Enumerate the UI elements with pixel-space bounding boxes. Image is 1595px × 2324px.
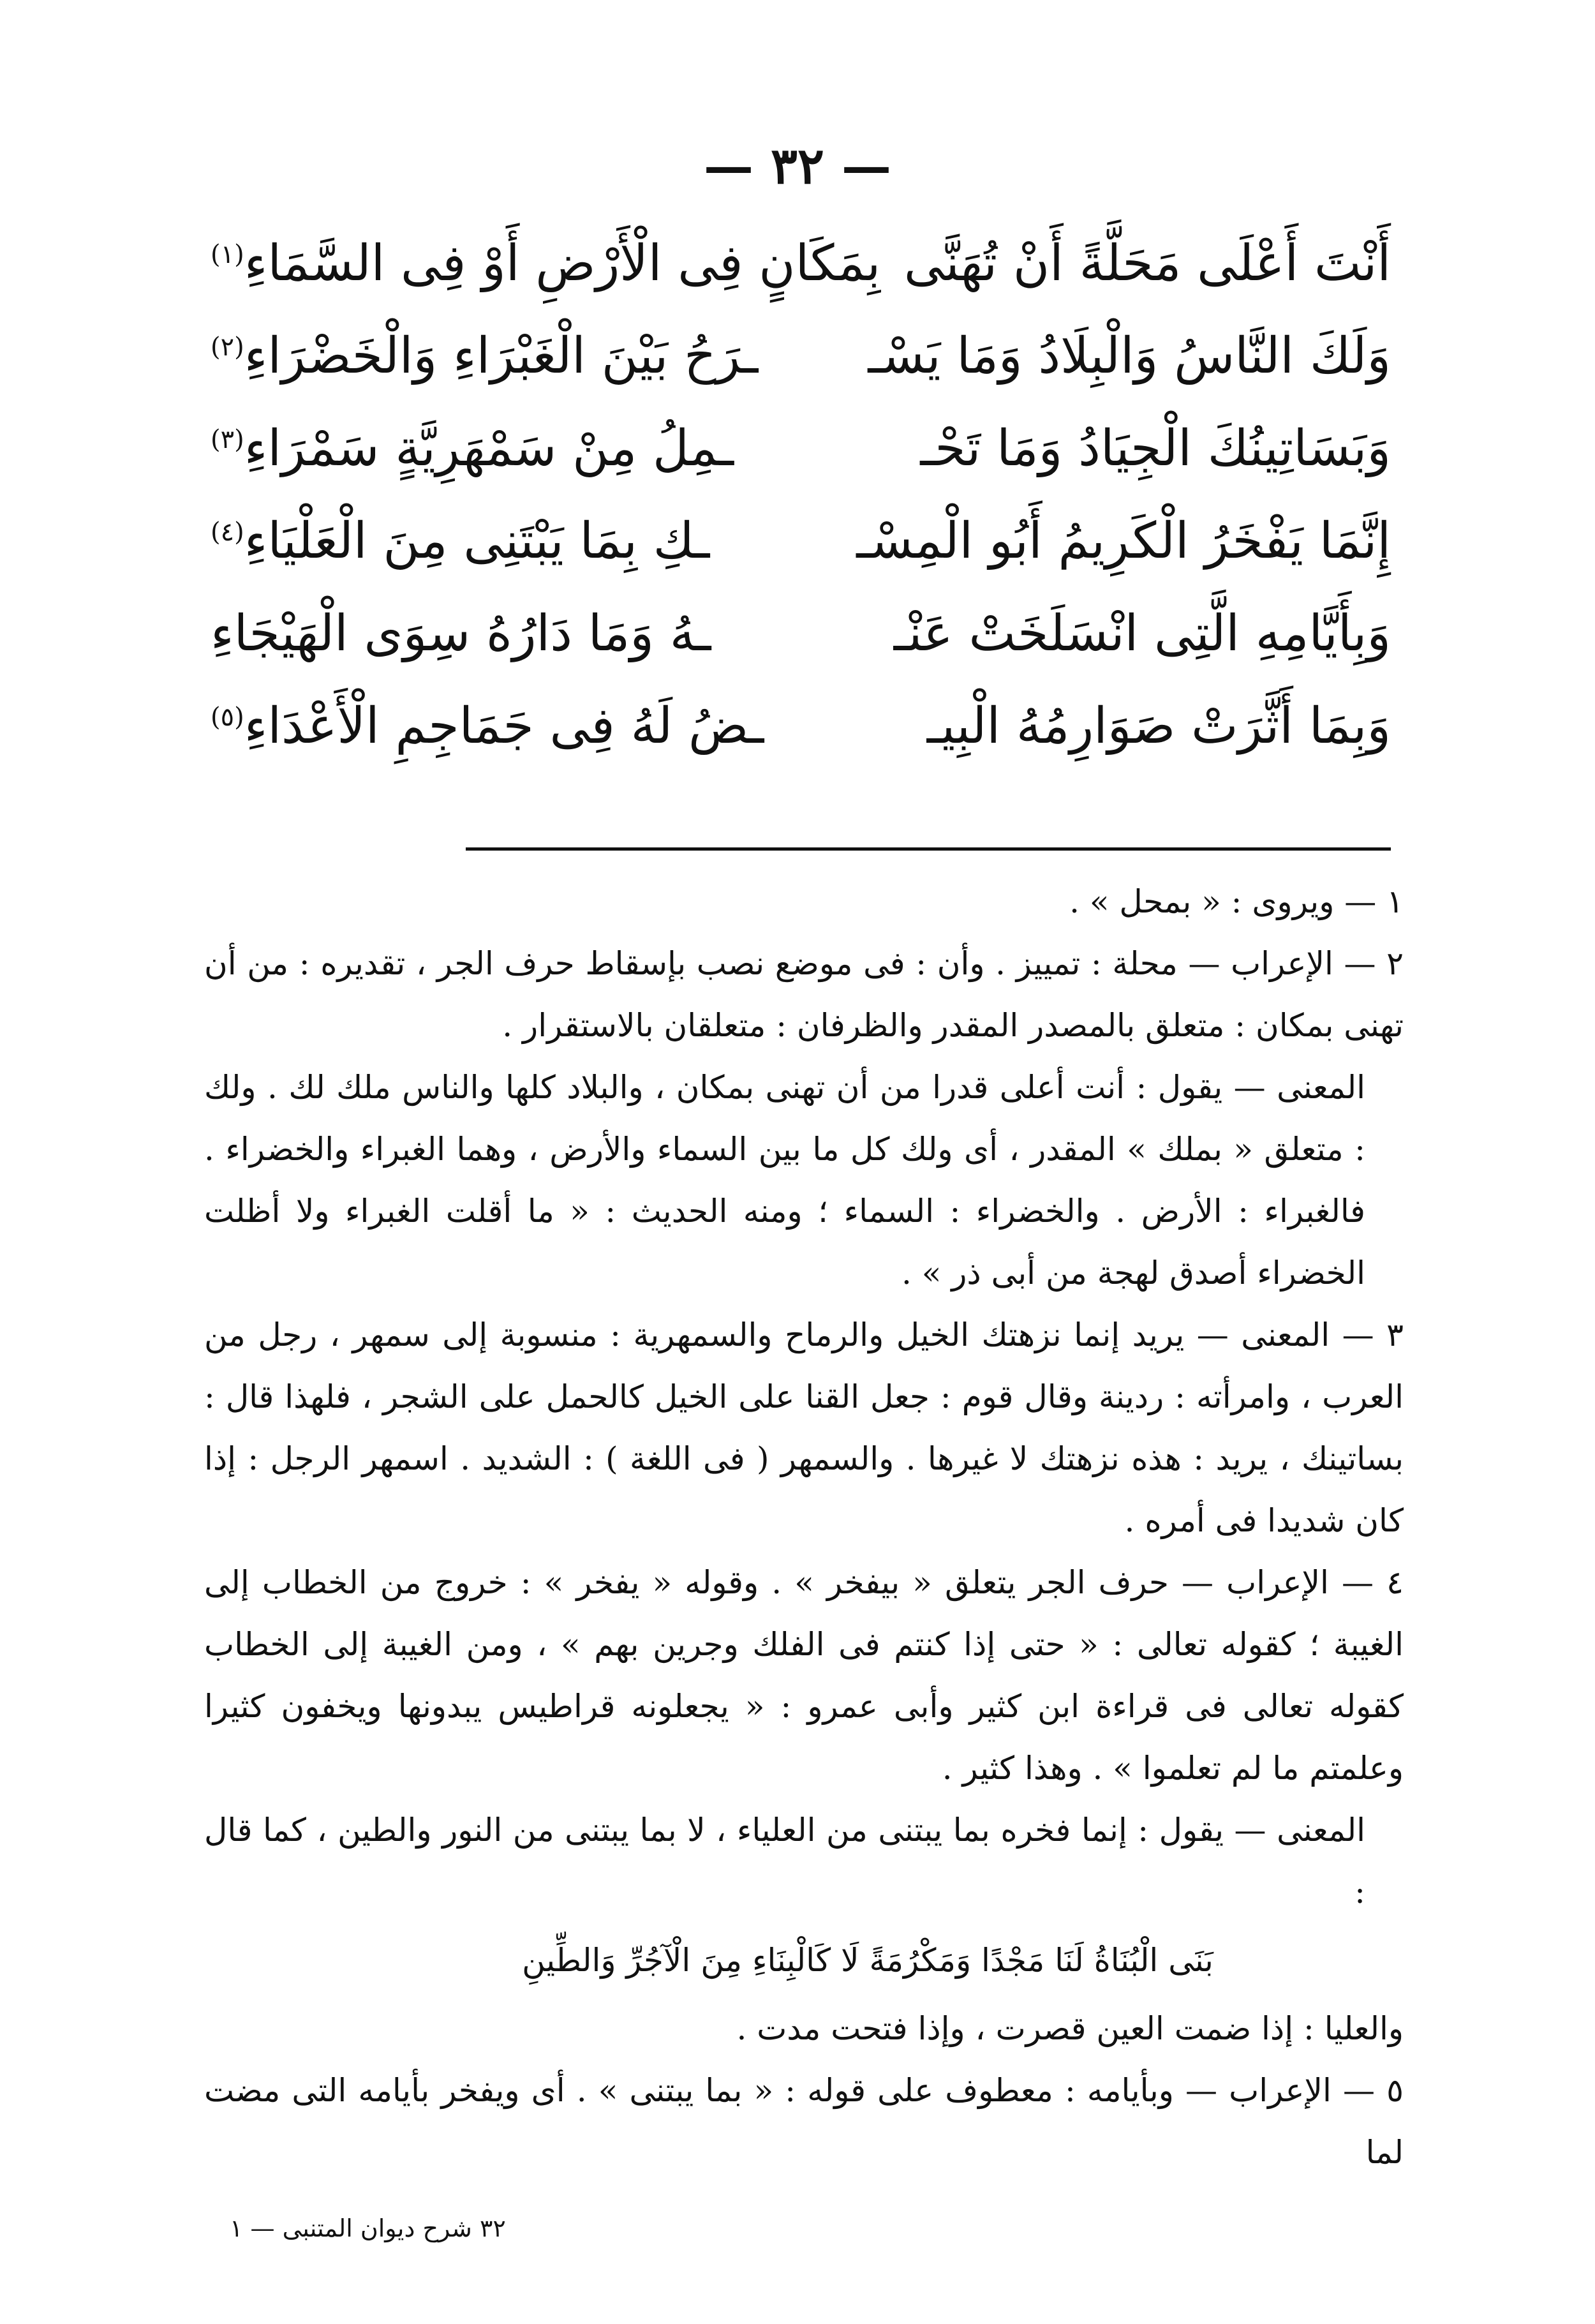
- commentary-paragraph: ٢ — الإعراب — محلة : تمييز . وأن : فى موضع نصب بإسقاط حرف الجر ، تقديره : من أن تهنى بمكان : متعلق بالمصدر المقدر والظرفان : متعلقان بالاستقرار .: [204, 945, 1404, 1044]
- commentary-paragraph: المعنى — يقول : إنما فخره بما يبتنى من العلياء ، لا بما يبتنى من النور والطين ، كما قال :: [204, 1812, 1365, 1911]
- verse-second-hemistich: [211, 420, 734, 477]
- commentary-paragraph: المعنى — يقول : أنت أعلى قدرا من أن تهنى بمكان ، والبلاد كلها والناس ملك لك . ولك : متعلق « بملك » المقدر ، أى ولك كل ما بين السماء والأرض ، وهما الغبراء والخضراء . فالغبراء : الأرض . والخضراء : السماء ؛ ومنه الحديث : « ما أقلت الغبراء ولا أظلت الخضراء أصدق لهجة من أبى ذر » .: [204, 1069, 1365, 1292]
- footnote-reference: (٢): [211, 332, 244, 362]
- verse-second-text: بِمَكَانٍ فِى الْأَرْضِ أَوْ فِى السَّمَاءِ: [244, 234, 881, 292]
- verse-second-text: ـضُ لَهُ فِى جَمَاجِمِ الْأَعْدَاءِ: [244, 697, 764, 755]
- verse-second-hemistich: [211, 512, 709, 570]
- verse-second-text: ـكِ بِمَا يَبْتَنِى مِنَ الْعَلْيَاءِ: [244, 512, 710, 570]
- verse-first-hemistich: وَبِمَا أَثَّرَتْ صَوَارِمُهُ الْبِيـ: [926, 697, 1391, 755]
- verse-line: [211, 495, 1391, 587]
- verse-line: [211, 217, 1391, 309]
- footnote-reference: (٤): [211, 517, 244, 547]
- footnote-reference: (٣): [211, 424, 244, 454]
- verse-second-text: ـرَحُ بَيْنَ الْغَبْرَاءِ وَالْخَضْرَاءِ: [244, 327, 759, 385]
- verse-second-hemistich: [211, 327, 758, 385]
- commentary-notes: [204, 871, 1404, 2184]
- verse-second-text: ـهُ وَمَا دَارُهُ سِوَى الْهَيْجَاءِ: [211, 604, 711, 662]
- verse-first-hemistich: أَنْتَ أَعْلَى مَحَلَّةً أَنْ تُهَنَّى: [903, 234, 1391, 292]
- commentary-paragraph: ٥ — الإعراب — وبأيامه : معطوف على قوله : « بما يبتنى » . أى ويفخر بأيامه التى مضت لما: [204, 2072, 1404, 2171]
- verse-second-hemistich: [211, 235, 880, 292]
- commentary-paragraph: ٣ — المعنى — يريد إنما نزهتك الخيل والرماح والسمهرية : منسوبة إلى سمهر ، رجل من العرب ، وامرأته : ردينة وقال قوم : جعل القنا على الخيل كالحمل على الشجر ، فلهذا قال : بساتينك ، يريد : هذه نزهتك لا غيرها . والسمهر ( فى اللغة ) : الشديد . اسمهر الرجل : إذا كان شديدا فى أمره .: [204, 1316, 1404, 1539]
- verse-second-hemistich: [211, 697, 764, 755]
- commentary-paragraph: ١ — ويروى : « بمحل » .: [1069, 883, 1404, 920]
- commentary-paragraph: ٤ — الإعراب — حرف الجر يتعلق « بيفخر » . وقوله « يفخر » : خروج من الخطاب إلى الغيبة ؛ كقوله تعالى : « حتى إذا كنتم فى الفلك وجرين بهم » ، ومن الغيبة إلى الخطاب كقوله تعالى فى قراءة ابن كثير وأبى عمرو : « يجعلونه قراطيس يبدونها ويخفون كثيرا وعلمتم ما لم تعلموا » . وهذا كثير .: [204, 1564, 1404, 1787]
- verse-first-hemistich: وَبَسَاتِينُكَ الْجِيَادُ وَمَا تَحْـ: [920, 419, 1391, 477]
- verse-line: [211, 402, 1391, 495]
- page-number: — ٣٢ —: [703, 137, 892, 195]
- verse-second-text: ـمِلُ مِنْ سَمْهَرِيَّةٍ سَمْرَاءِ: [244, 419, 734, 477]
- commentary-paragraph: والعليا : إذا ضمت العين قصرت ، وإذا فتحت مدت .: [736, 2010, 1404, 2047]
- verse-second-hemistich: [211, 605, 711, 662]
- verse-first-hemistich: إِنَّمَا يَفْخَرُ الْكَرِيمُ أَبُو الْمِسْـ: [856, 512, 1391, 570]
- poem-verses: [211, 217, 1391, 772]
- footnote-reference: (٥): [211, 702, 244, 732]
- verse-first-hemistich: وَبِأَيَّامِهِ الَّتِى انْسَلَخَتْ عَنْـ: [893, 604, 1391, 662]
- verse-line: [211, 587, 1391, 680]
- quoted-verse: بَنَى الْبُنَاةُ لَنَا مَجْدًا وَمَكْرُمَةً لَا كَالْبِنَاءِ مِنَ الْآجُرِّ وَالطِّينِ: [522, 1942, 1213, 1979]
- verse-line: [211, 309, 1391, 402]
- footer-note: ٣٢ شرح ديوان المتنبى — ١: [230, 2214, 506, 2242]
- verse-first-hemistich: وَلَكَ النَّاسُ وَالْبِلَادُ وَمَا يَسْـ: [868, 327, 1391, 385]
- footnote-reference: (١): [211, 239, 244, 269]
- divider-line: [466, 847, 1391, 851]
- verse-line: [211, 680, 1391, 772]
